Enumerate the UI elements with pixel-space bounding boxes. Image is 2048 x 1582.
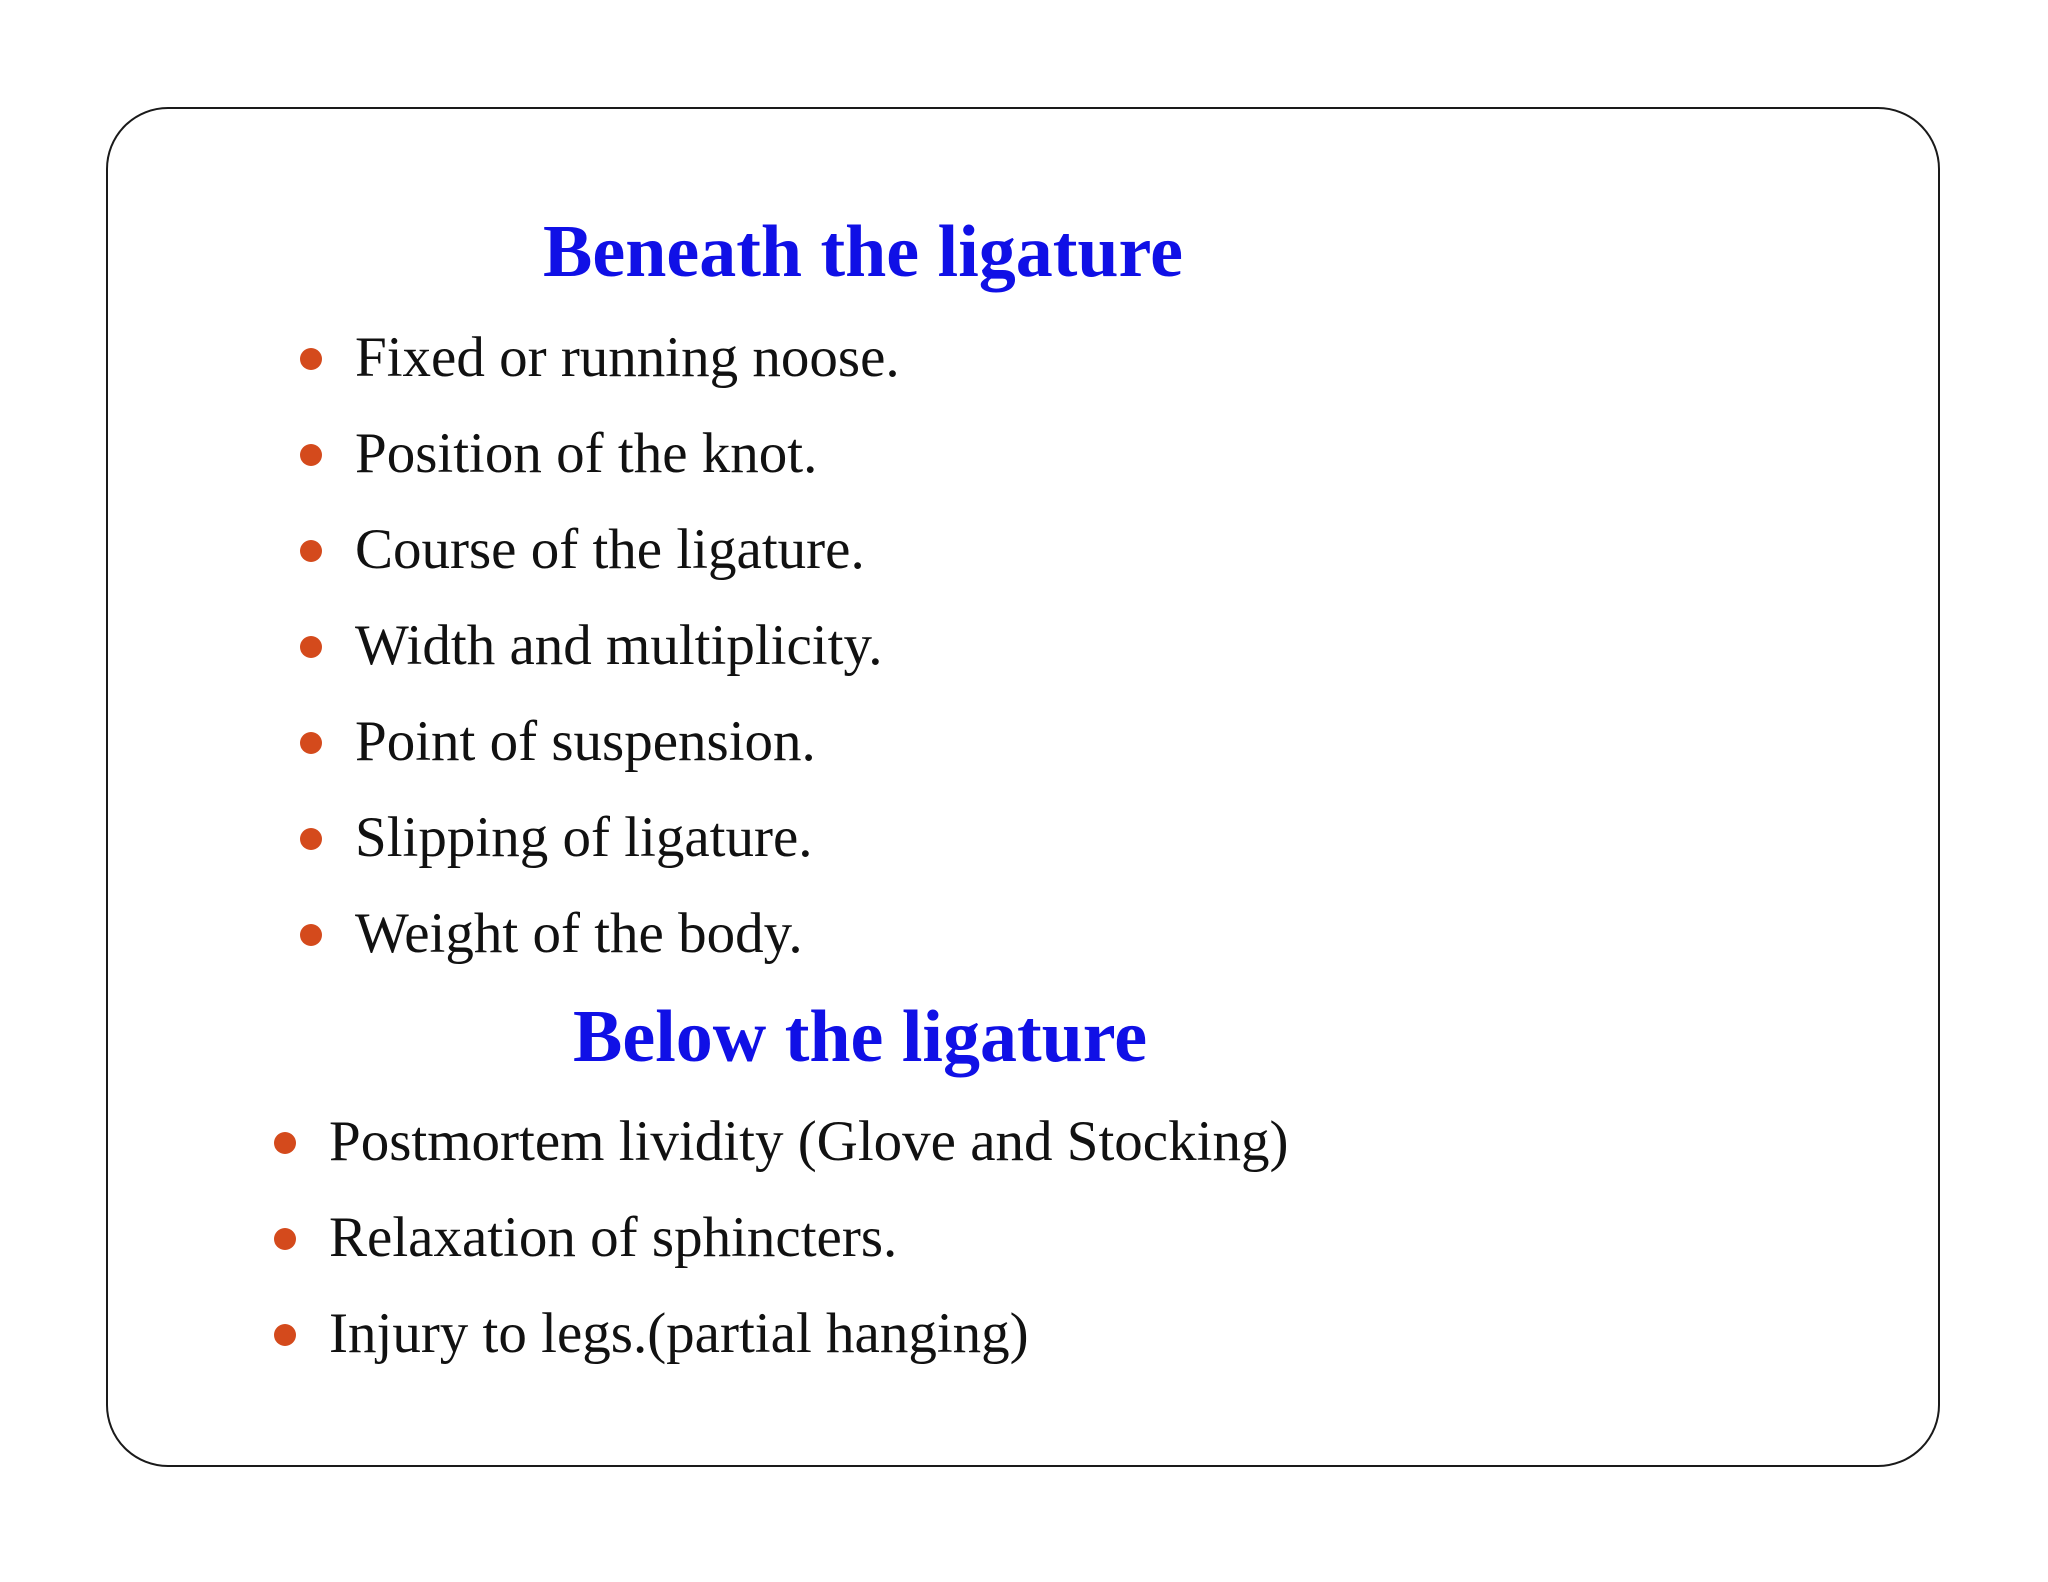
list-item-text: Injury to legs.(partial hanging) xyxy=(329,1302,1029,1365)
list-item-text: Point of suspension. xyxy=(355,710,816,773)
bullet-dot-icon xyxy=(300,732,322,754)
list-item-text: Course of the ligature. xyxy=(355,518,865,581)
bullet-dot-icon xyxy=(300,444,322,466)
list-item-text: Weight of the body. xyxy=(355,902,803,965)
section-heading-below: Below the ligature xyxy=(573,996,1148,1078)
list-item-text: Postmortem lividity (Glove and Stocking) xyxy=(329,1110,1289,1173)
bullet-dot-icon xyxy=(300,636,322,658)
bullet-dot-icon xyxy=(300,828,322,850)
list-item-text: Width and multiplicity. xyxy=(355,614,883,677)
bullet-dot-icon xyxy=(274,1324,296,1346)
bullet-dot-icon xyxy=(274,1228,296,1250)
bullet-dot-icon xyxy=(274,1132,296,1154)
list-item-text: Position of the knot. xyxy=(355,422,818,485)
bullet-dot-icon xyxy=(300,540,322,562)
section-heading-beneath: Beneath the ligature xyxy=(543,211,1183,293)
list-item-text: Slipping of ligature. xyxy=(355,806,813,869)
bullet-dot-icon xyxy=(300,348,322,370)
list-item-text: Relaxation of sphincters. xyxy=(329,1206,898,1269)
list-item-text: Fixed or running noose. xyxy=(355,326,900,389)
bullet-dot-icon xyxy=(300,924,322,946)
